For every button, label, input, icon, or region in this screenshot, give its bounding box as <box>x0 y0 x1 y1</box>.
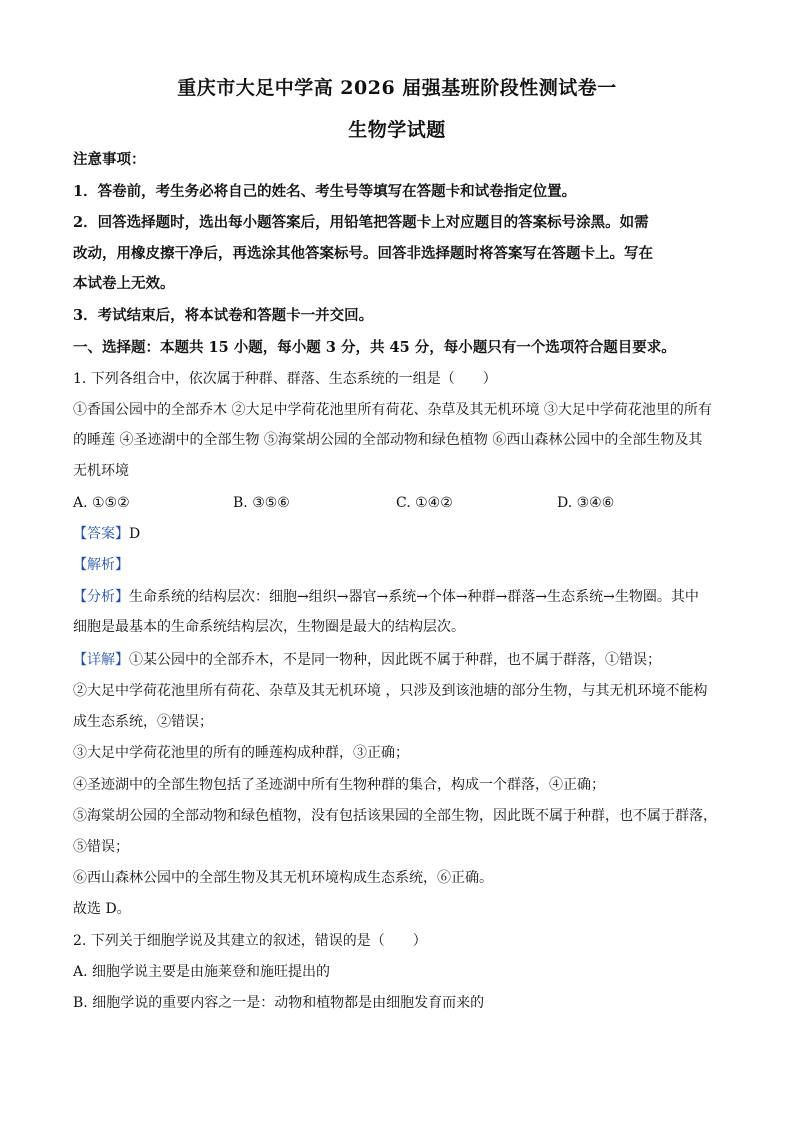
note-item-1: 1．答卷前，考生务必将自己的姓名、考生号等填写在答题卡和试卷指定位置。 <box>73 183 577 200</box>
q1-stem: 1. 下列各组合中，依次属于种群、群落、生态系统的一组是（ ） <box>73 371 497 387</box>
q1-option-b: B. ③⑤⑥ <box>233 495 290 511</box>
q1-option-c: C. ①④② <box>396 495 453 511</box>
q1-detail-line-8: ⑥西山森林公园中的全部生物及其无机环境构成生态系统，⑥正确。 <box>73 870 493 886</box>
detail-text-1: ①某公园中的全部乔木，不是同一物种，因此既不属于种群，也不属于群落，①错误； <box>129 652 661 668</box>
q1-detail-line-4: ③大足中学荷花池里的所有的睡莲构成种群，③正确； <box>73 745 409 761</box>
answer-value: D <box>129 526 141 542</box>
q1-analysis-tag <box>73 555 723 575</box>
notes-heading: 注意事项： <box>73 151 146 168</box>
q1-option-d: D. ③④⑥ <box>557 495 615 511</box>
answer-tag: 【答案】 <box>73 526 129 542</box>
q1-conclusion: 故选 D。 <box>73 901 131 917</box>
section-heading: 一、选择题：本题共 15 小题，每小题 3 分，共 45 分，每小题只有一个选项符合题目要求。 <box>73 339 676 356</box>
note-item-2-line-3: 本试卷上无效。 <box>73 275 175 292</box>
q1-detail-line-7: ⑤错误； <box>73 839 129 855</box>
note-item-2-line-1: 2．回答选择题时，选出每小题答案后，用铅笔把答题卡上对应题目的答案标号涂黑。如需 <box>73 214 649 231</box>
note-item-3: 3．考试结束后，将本试卷和答题卡一并交回。 <box>73 307 374 324</box>
q2-stem: 2. 下列关于细胞学说及其建立的叙述，错误的是（ ） <box>73 933 427 949</box>
q2-option-b: B. 细胞学说的重要内容之一是：动物和植物都是由细胞发育而来的 <box>73 995 485 1011</box>
fenxi-tag: 【分析】 <box>73 589 129 605</box>
fenxi-text-1: 生命系统的结构层次：细胞→组织→器官→系统→个体→种群→群落→生态系统→生物圈。其中 <box>129 589 699 605</box>
note-item-2-line-2: 改动，用橡皮擦干净后，再选涂其他答案标号。回答非选择题时将答案写在答题卡上。写在 <box>73 245 653 262</box>
q1-fenxi-line-2: 细胞是最基本的生命系统结构层次，生物圈是最大的结构层次。 <box>73 619 465 635</box>
q1-detail-line-2: ②大足中学荷花池里所有荷花、杂草及其无机环境 ，只涉及到该池塘的部分生物，与其无机环境不能构 <box>73 683 708 699</box>
q2-option-a: A. 细胞学说主要是由施莱登和施旺提出的 <box>73 964 331 980</box>
q1-option-a: A. ①⑤② <box>73 495 130 511</box>
q1-detail-line-3: 成生态系统，②错误； <box>73 714 213 730</box>
detail-tag: 【详解】 <box>73 652 129 668</box>
q1-detail-line-5: ④圣迹湖中的全部生物包括了圣迹湖中所有生物种群的集合，构成一个群落，④正确； <box>73 777 605 793</box>
q1-detail-line-1 <box>73 650 723 670</box>
q1-items-line-1: ①香国公园中的全部乔木 ②大足中学荷花池里所有荷花、杂草及其无机环境 ③大足中学荷花池里的所有 <box>73 402 712 418</box>
exam-title: 重庆市大足中学高 2026 届强基班阶段性测试卷一 <box>177 77 617 99</box>
q1-items-line-3: 无机环境 <box>73 463 129 479</box>
q1-fenxi-line-1 <box>73 587 723 607</box>
q1-items-line-2: 的睡莲 ④圣迹湖中的全部生物 ⑤海棠胡公园的全部动物和绿色植物 ⑥西山森林公园中的全部生物及其 <box>73 432 703 448</box>
exam-subtitle: 生物学试题 <box>348 119 446 141</box>
q1-detail-line-6: ⑤海棠胡公园的全部动物和绿色植物，没有包括该果园的全部生物，因此既不属于种群，也不属于群落， <box>73 808 717 824</box>
analysis-tag: 【解析】 <box>73 557 129 573</box>
q1-answer <box>73 524 723 544</box>
